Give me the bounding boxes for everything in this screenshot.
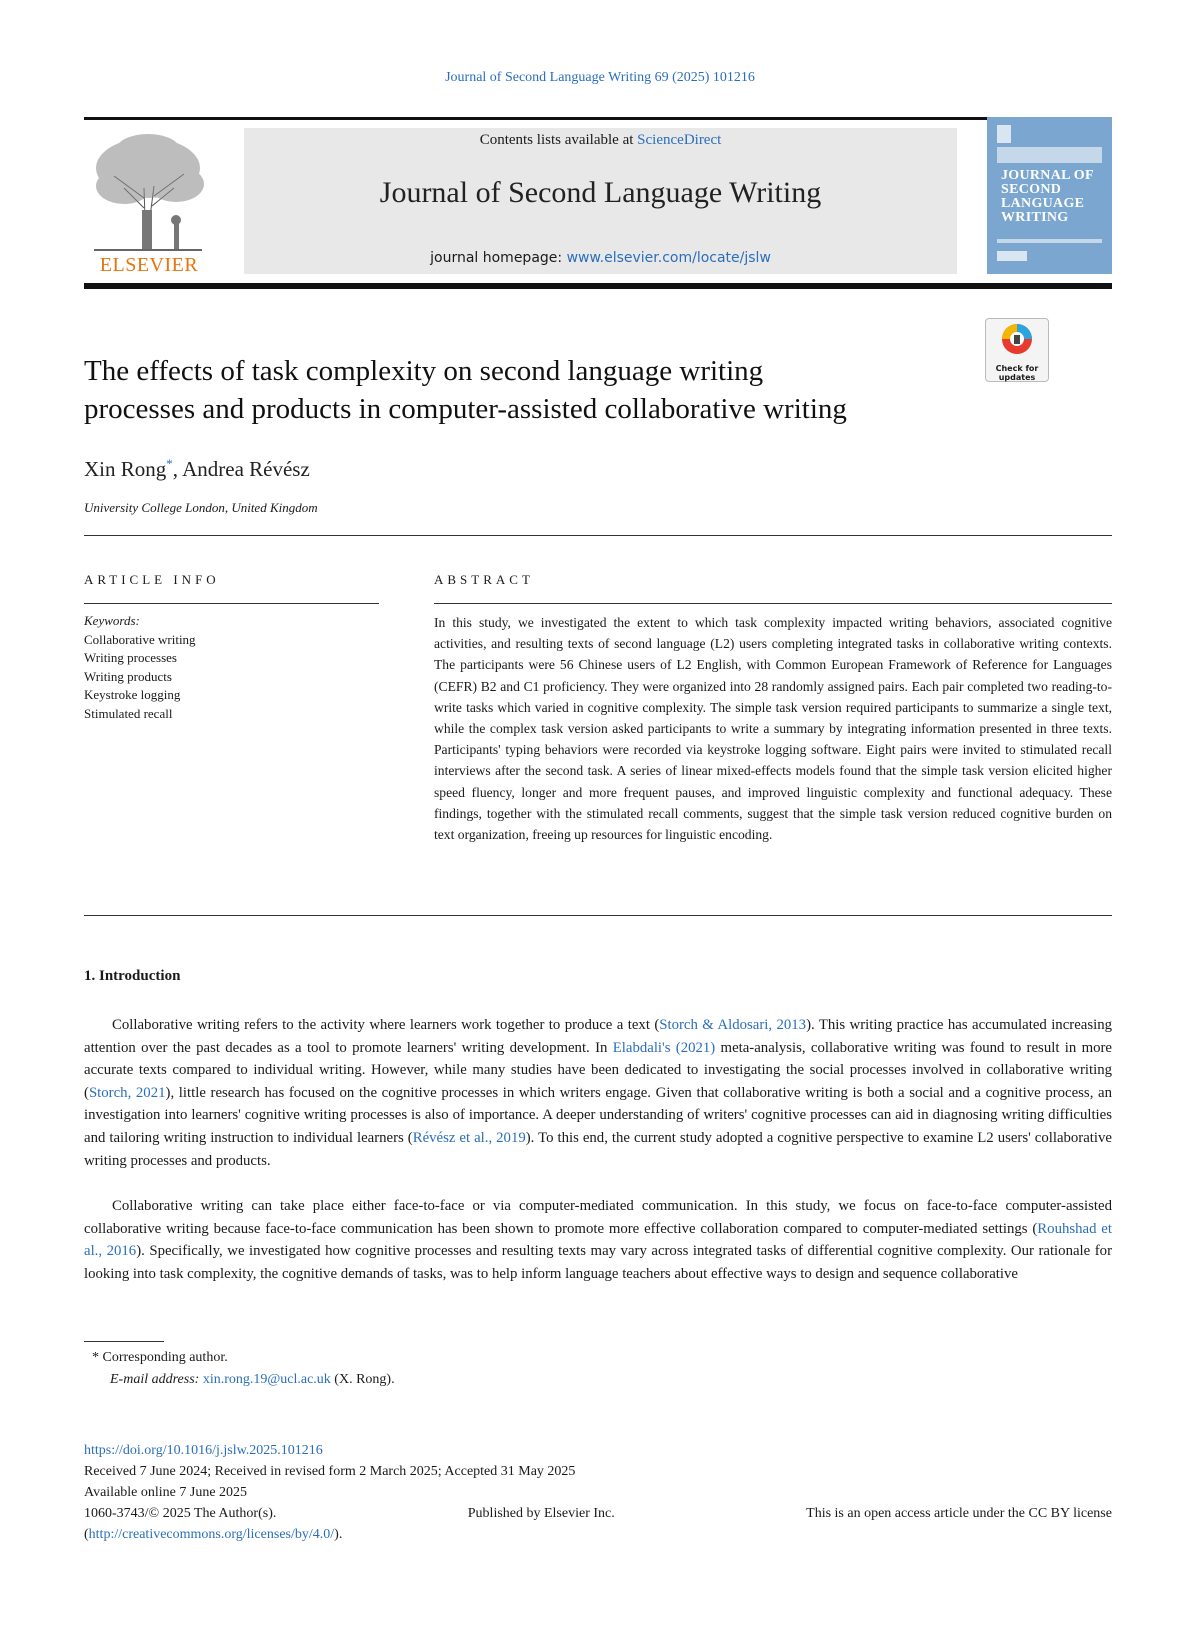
text-run: ). Specifically, we investigated how cognitive processes and resulting texts may vary across integrated tasks of differential cognitive complexity. Our rationale for looking into task complexity, the cognitive demands of tasks, was to help inform language teachers about effective ways to design and sequence collaborative	[84, 1243, 1112, 1282]
keyword: Keystroke logging	[84, 687, 181, 702]
received-dates: Received 7 June 2024; Received in revised form 2 March 2025; Accepted 31 May 2025	[84, 1464, 576, 1479]
license-text: This is an open access article under the CC BY license	[806, 1506, 1112, 1521]
footnote-corresponding: Corresponding author.	[102, 1350, 228, 1365]
article-footer	[84, 1440, 1112, 1545]
copyright-text: 1060-3743/© 2025 The Author(s).	[84, 1506, 277, 1521]
text-run: ), little research has focused on the cognitive processes in which writers engage. Given that collaborative writing is both a social and a cognitive process, an investigation into learners' cognitive writing processes is also of importance. A deeper understanding of writers' cognitive processes can aid in diagnosing writing difficulties and tailoring writing instruction to individual learners (	[84, 1084, 1113, 1146]
author-name[interactable]: Andrea Révész	[182, 457, 310, 481]
journal-cover-thumbnail[interactable]	[987, 117, 1112, 274]
cover-title-line: LANGUAGE	[1001, 196, 1085, 211]
crossmark-label: Check for updates	[995, 364, 1039, 382]
header-bottom-rule	[84, 283, 1112, 289]
cover-banner	[997, 147, 1102, 163]
email-owner: (X. Rong).	[330, 1372, 395, 1387]
author-name[interactable]: Xin Rong	[84, 457, 167, 481]
cover-title-line: SECOND	[1001, 182, 1062, 197]
journal-header-box	[244, 128, 957, 274]
sciencedirect-link[interactable]: ScienceDirect	[637, 132, 722, 148]
doi-link[interactable]: https://doi.org/10.1016/j.jslw.2025.101216	[84, 1443, 323, 1458]
article-title-line: The effects of task complexity on second language writing	[84, 355, 764, 387]
journal-title: Journal of Second Language Writing	[379, 176, 822, 209]
keyword: Collaborative writing	[84, 631, 196, 647]
keyword: Writing processes	[84, 650, 177, 665]
footnote	[92, 1347, 395, 1391]
cover-footer-bar	[997, 239, 1102, 243]
keyword: Writing products	[84, 668, 172, 684]
divider	[84, 915, 1112, 916]
cover-title-line: JOURNAL OF	[1001, 168, 1094, 183]
crossmark-icon	[986, 319, 1048, 359]
email-label: E-mail address:	[110, 1372, 200, 1387]
contents-prefix: Contents lists available at	[479, 132, 638, 148]
footnote-line	[92, 1347, 395, 1369]
top-rule	[84, 117, 1112, 120]
journal-homepage-link[interactable]: www.elsevier.com/locate/jslw	[566, 250, 771, 266]
cover-badge	[997, 251, 1027, 261]
license-link-line: (http://creativecommons.org/licenses/by/4.0/).	[84, 1527, 343, 1542]
text-run: meta-analysis, collaborative writing was found to result in more accurate texts compared to individual writing. However, while many studies have been dedicated to investigating the social processes involved in collaborative writing (	[84, 1039, 1112, 1101]
body-paragraph	[84, 1014, 1112, 1172]
footnote-rule	[84, 1341, 164, 1342]
text-run: ). To this end, the current study adopted a cognitive perspective to examine L2 users' collaborative writing processes and products.	[84, 1129, 1112, 1169]
text-run: Collaborative writing can take place either face-to-face or via computer-mediated communication. In this study, we focus on face-to-face computer-assisted collaborative writing because face-to-face communication has been shown to promote more effective collaboration compared to computer-mediated settings (	[84, 1198, 1112, 1237]
keywords-label: Keywords:	[84, 613, 140, 628]
license-end: ).	[334, 1527, 343, 1542]
license-line	[84, 1503, 1112, 1524]
homepage-prefix: journal homepage:	[430, 250, 567, 266]
cover-logo-icon	[997, 125, 1011, 143]
abstract-text: In this study, we investigated the extent to which task complexity impacted writing behaviors, associated cognitive activities, and resulting texts of second language (L2) users completing integrated tasks in collaborative writing contexts. The participants were 56 Chinese users of L2 English, with Common European Framework of Reference for Languages (CEFR) B2 and C1 proficiency. They were organized into 28 randomly assigned pairs. Each pair completed two reading-to-write tasks which varied in cognitive complexity. The simple task version required participants to summarize a single text, while the complex task version asked participants to write a summary by integrating information presented in three texts. Participants' typing behaviors were recorded via keystroke logging software. Eight pairs were invited to stimulated recall interviews after the second task. A series of linear mixed-effects models found that the simple task version elicited higher speed fluency, longer and more frequent pauses, and improved linguistic complexity and functional adequacy. These findings, together with the stimulated recall comments, suggest that the simple task version reduced cognitive burden on text organization, freeing up resources for linguistic encoding.	[434, 615, 1112, 843]
citation-link[interactable]: Révész et al., 2019	[412, 1129, 526, 1146]
author-list	[84, 456, 310, 482]
check-for-updates-badge[interactable]	[985, 318, 1049, 382]
elsevier-wordmark: ELSEVIER	[99, 254, 199, 276]
article-title	[84, 352, 984, 428]
citation-link[interactable]: Elabdali's (2021)	[612, 1039, 716, 1056]
article-info-heading: ARTICLE INFO	[84, 572, 220, 587]
cover-title	[1001, 169, 1101, 225]
running-head[interactable]: Journal of Second Language Writing 69 (2025) 101216	[445, 70, 755, 85]
citation-link[interactable]: Storch & Aldosari, 2013	[659, 1017, 807, 1033]
publisher-text: Published by Elsevier Inc.	[467, 1506, 615, 1521]
citation-link[interactable]: Rouhshad et al., 2016	[84, 1220, 1112, 1260]
cover-title-line: WRITING	[1001, 210, 1069, 225]
license-link[interactable]: http://creativecommons.org/licenses/by/4.0/	[88, 1527, 335, 1542]
keyword: Stimulated recall	[84, 705, 173, 721]
corresponding-author-mark[interactable]: *	[166, 456, 173, 471]
email-link[interactable]: xin.rong.19@ucl.ac.uk	[202, 1372, 331, 1387]
homepage-line	[244, 250, 957, 266]
body-paragraph	[84, 1195, 1112, 1285]
article-title-line: processes and products in computer-assisted collaborative writing	[84, 393, 847, 425]
elsevier-logo[interactable]	[84, 128, 214, 276]
divider	[434, 603, 1112, 604]
text-run: Collaborative writing refers to the activity where learners work together to produce a text (	[112, 1017, 660, 1033]
available-online: Available online 7 June 2025	[84, 1485, 248, 1500]
text-run: ). This writing practice has accumulated increasing attention over the past decades as a tool to promote learners' writing development. In	[84, 1017, 1112, 1056]
citation-link[interactable]: Storch, 2021	[88, 1084, 166, 1101]
affiliation: University College London, United Kingdom	[84, 500, 318, 515]
divider	[84, 603, 379, 604]
divider	[84, 535, 1112, 536]
footnote-mark: *	[92, 1350, 99, 1365]
author-separator: ,	[172, 457, 183, 481]
contents-line	[244, 132, 957, 149]
section-heading-introduction: 1. Introduction	[84, 968, 181, 984]
abstract-heading: ABSTRACT	[434, 572, 534, 587]
keywords-list	[84, 612, 196, 723]
footnote-email-line	[92, 1369, 395, 1391]
